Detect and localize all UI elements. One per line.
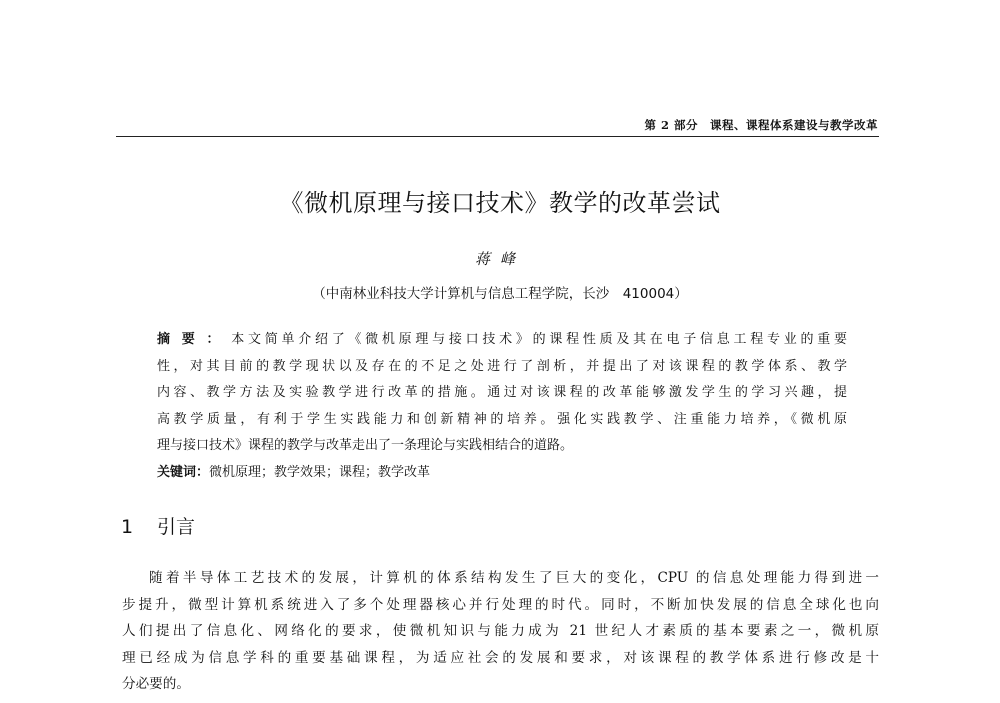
author-affiliation: （中南林业科技大学计算机与信息工程学院，长沙 410004） [312,286,688,302]
body-line: 人们提出了信息化、网络化的要求，使微机知识与能力成为 21 世纪人才素质的基本要素之一，微机原 [122,623,879,639]
section-heading [121,512,195,539]
abstract-line: 高教学质量，有利于学生实践能力和创新精神的培养。强化实践教学、注重能力培养，《微机原 [157,411,847,427]
body-line: 步提升，微型计算机系统进入了多个处理器核心并行处理的时代。同时，不断加快发展的信息全球化也向 [122,596,879,613]
header-rule [116,136,879,137]
author-name: 蒋峰 [474,250,525,268]
abstract-line: 理与接口技术》课程的教学与改革走出了一条理论与实践相结合的道路。 [157,438,574,453]
section-body [122,565,879,698]
abstract [157,327,847,486]
keywords [157,460,847,487]
abstract-label: 摘要： [157,332,232,347]
body-line: 理已经成为信息学科的重要基础课程，为适应社会的发展和要求，对该课程的教学体系进行修改是十 [122,649,879,666]
paper-title: 《微机原理与接口技术》教学的改革尝试 [279,189,721,217]
body-line: 随着半导体工艺技术的发展，计算机的体系结构发生了巨大的变化，CPU 的信息处理能力得到进一 [149,570,879,586]
abstract-text: 本文简单介绍了《微机原理与接口技术》的课程性质及其在电子信息工程专业的重要 [231,332,847,347]
abstract-line [157,327,847,354]
section-number: 1 [121,516,134,538]
abstract-line: 性，对其目前的教学现状以及存在的不足之处进行了剖析，并提出了对该课程的教学体系、教学 [157,358,847,374]
keywords-text: 微机原理；教学效果；课程；教学改革 [209,464,431,480]
abstract-line: 内容、教学方法及实验教学进行改革的措施。通过对该课程的改革能够激发学生的学习兴趣，提 [157,385,847,400]
keywords-label: 关键词： [157,464,210,480]
section-title: 引言 [157,516,196,538]
running-header: 第 2 部分 课程、课程体系建设与教学改革 [644,118,878,132]
body-line: 分必要的。 [122,676,190,692]
